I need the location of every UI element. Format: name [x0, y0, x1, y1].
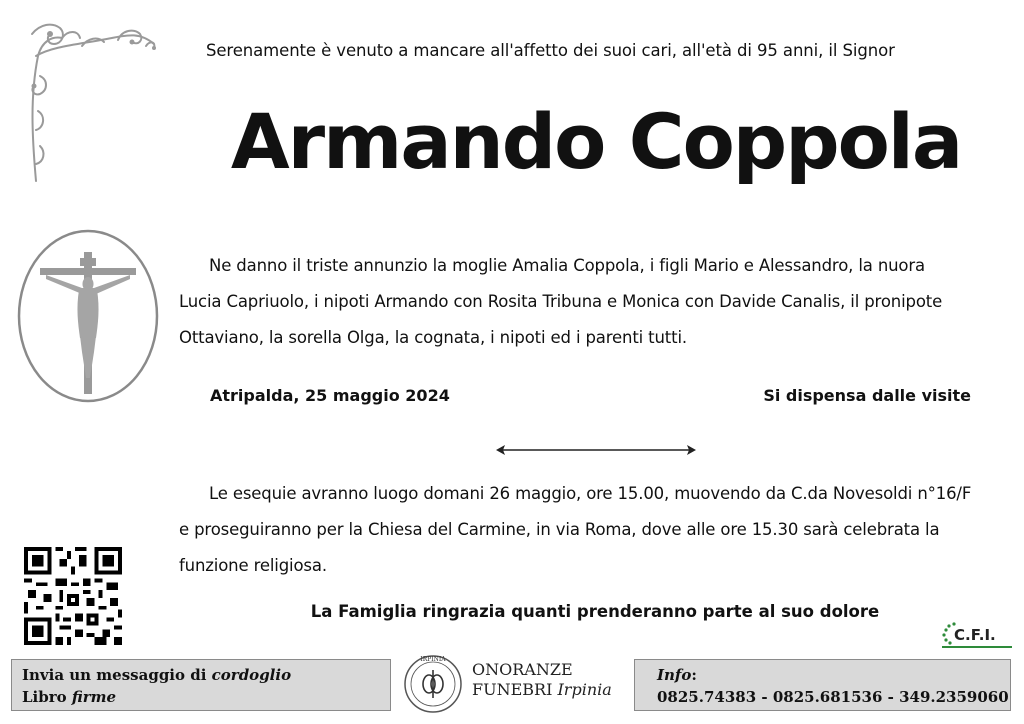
place-date: Atripalda, 25 maggio 2024 [210, 386, 450, 405]
guestbook-prefix: Libro [22, 688, 72, 706]
condolence-message-link[interactable] [22, 664, 390, 686]
cfi-logo-icon [940, 620, 1014, 652]
qr-code-icon[interactable] [24, 547, 122, 645]
announcement-line: Lucia Capriuolo, i nipoti Armando con Rosita Tribuna e Monica con Davide Canalis, il pronipote [179, 292, 943, 311]
agency-logo-text: IRPINIA [420, 656, 446, 663]
condolence-emph: cordoglio [211, 666, 292, 684]
phone-numbers[interactable]: 0825.74383 - 0825.681536 - 349.2359060 [657, 688, 1009, 706]
double-arrow-icon [496, 443, 696, 457]
intro-text: Serenamente è venuto a mancare all'affetto dei suoi cari, all'età di 95 anni, il Signor [206, 41, 895, 60]
funeral-line: funzione religiosa. [179, 556, 327, 575]
funeral-line: Le esequie avranno luogo domani 26 maggio, ore 15.00, muovendo da C.da Novesoldi n°16/F [209, 484, 972, 503]
info-box [634, 659, 1011, 711]
info-label: Info [657, 666, 692, 684]
guestbook-emph: firme [71, 688, 117, 706]
guestbook-link[interactable] [22, 686, 390, 708]
family-thanks: La Famiglia ringrazia quanti prenderanno parte al suo dolore [310, 602, 880, 621]
agency-name-emph: Irpinia [557, 680, 612, 699]
funeral-paragraph [179, 476, 1011, 584]
deceased-name: Armando Coppola [230, 97, 962, 186]
funeral-line: e proseguiranno per la Chiesa del Carmine, in via Roma, dove alle ore 15.30 sarà celebrata la [179, 520, 940, 539]
announcement-line: Ne danno il triste annunzio la moglie Amalia Coppola, i figli Mario e Alessandro, la nuora [209, 256, 925, 275]
agency-name [472, 660, 612, 700]
crucifix-icon [16, 228, 160, 404]
no-visits-note: Si dispensa dalle visite [763, 386, 971, 405]
condolence-box [11, 659, 391, 711]
info-colon: : [691, 666, 697, 684]
agency-name-line2: FUNEBRI [472, 680, 558, 699]
announcement-paragraph [179, 248, 1011, 356]
announcement-line: Ottaviano, la sorella Olga, la cognata, i nipoti ed i parenti tutti. [179, 328, 687, 347]
corner-ornament-icon [22, 16, 162, 186]
cfi-logo-text: C.F.I. [954, 626, 996, 644]
agency-logo-icon [402, 650, 464, 716]
agency-name-line1: ONORANZE [472, 660, 573, 679]
condolence-prefix: Invia un messaggio di [22, 666, 212, 684]
